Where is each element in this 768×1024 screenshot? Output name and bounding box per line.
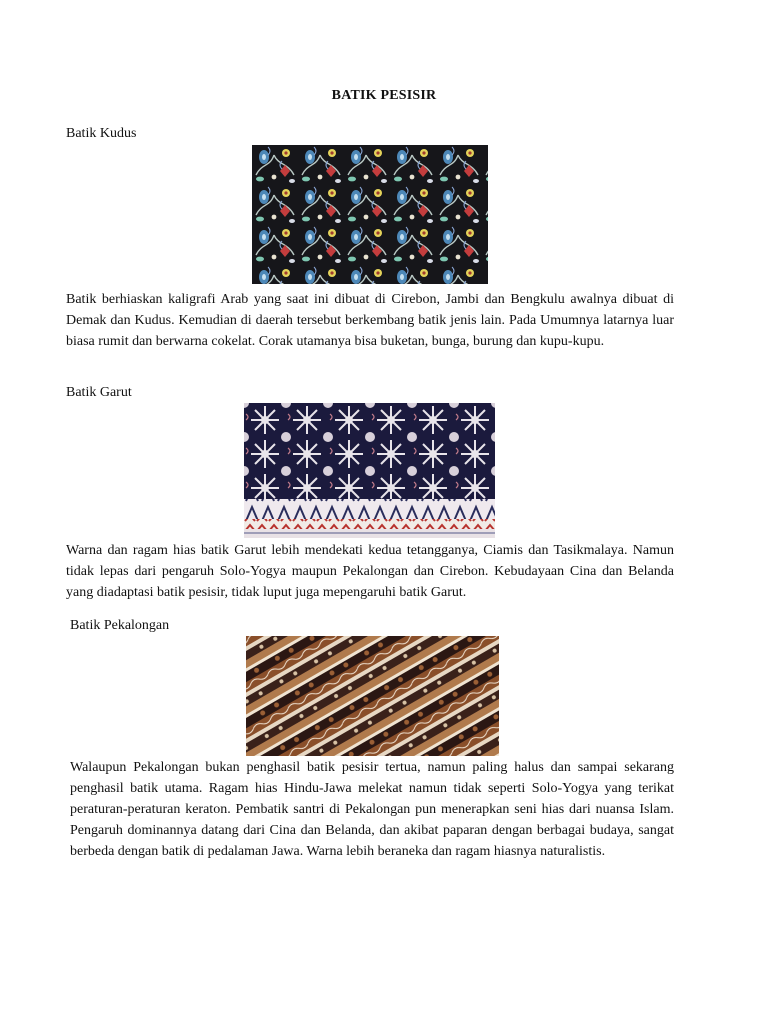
section-heading-batik-garut: Batik Garut	[66, 385, 132, 400]
section-paragraph-batik-pekalongan: Walaupun Pekalongan bukan penghasil batik pesisir tertua, namun paling halus dan sampai sekarang penghasil batik utama. Ragam hias Hindu-Jawa melekat namun tidak seperti Solo-Yogya yang terikat peraturan-peraturan keraton. Pembatik santri di Pekalongan pun menerapkan seni hias dari nuansa Islam. Pengaruh dominannya datang dari Cina dan Belanda, dan akibat paparan dengan berbagai budaya, sangat berbeda dengan batik di pedalaman Jawa. Warna lebih beraneka dan ragam hiasnya naturalistis.	[70, 760, 674, 859]
section-heading-batik-kudus: Batik Kudus	[66, 126, 137, 141]
section-paragraph-batik-garut: Warna dan ragam hias batik Garut lebih mendekati kedua tetangganya, Ciamis dan Tasikmalaya. Namun tidak lepas dari pengaruh Solo-Yogya maupun Pekalongan dan Cirebon. Kebudayaan Cina dan Belanda yang diadaptasi batik pesisir, tidak luput juga mepengaruhi batik Garut.	[66, 543, 674, 600]
section-paragraph-batik-kudus: Batik berhiaskan kaligrafi Arab yang saat ini dibuat di Cirebon, Jambi dan Bengkulu awalnya dibuat di Demak dan Kudus. Kemudian di daerah tersebut berkembang batik jenis lain. Pada Umumnya latarnya luar biasa rumit dan berwarna cokelat. Corak utamanya bisa buketan, bunga, burung dan kupu-kupu.	[66, 292, 674, 349]
section-heading-batik-pekalongan: Batik Pekalongan	[70, 618, 170, 633]
page-title: BATIK PESISIR	[331, 88, 437, 103]
batik-pekalongan-image	[246, 636, 499, 756]
batik-kudus-image	[252, 145, 488, 284]
batik-garut-image	[244, 403, 495, 538]
